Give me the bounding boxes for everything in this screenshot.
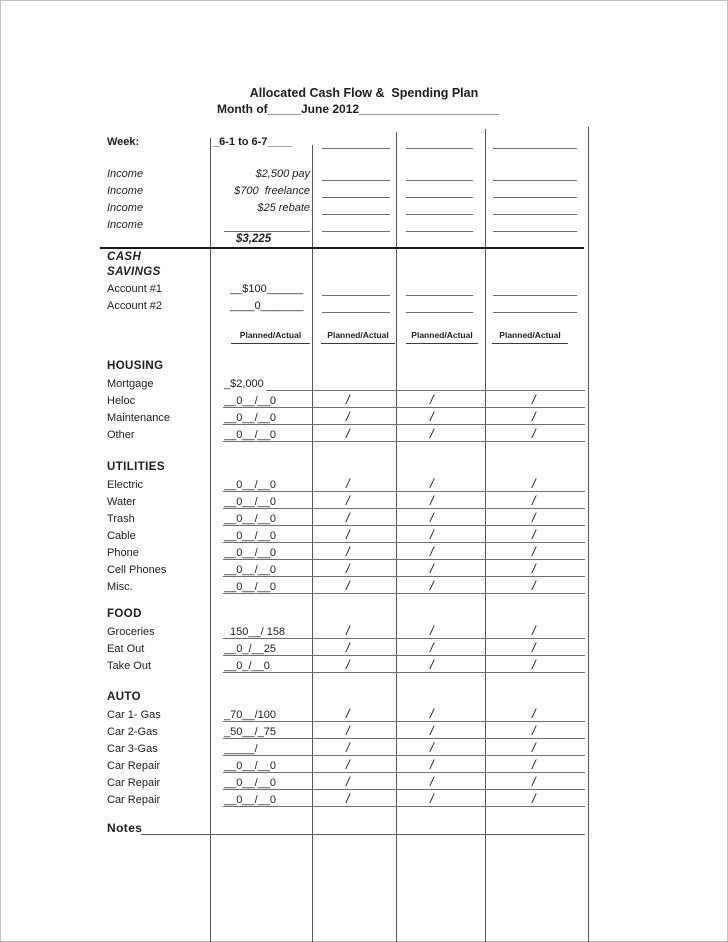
slash-mark: / — [430, 706, 434, 721]
slash-mark: / — [532, 476, 536, 491]
section-title-food: FOOD — [107, 608, 142, 620]
month-line: Month of_____June 2012_____________________ — [217, 102, 500, 116]
fill-in-line — [223, 441, 585, 442]
expense-value: _$2,000 — [224, 378, 264, 390]
expense-value: __0__/__0 — [224, 530, 276, 542]
slash-mark: / — [346, 561, 350, 576]
expense-row — [0, 578, 728, 595]
blank-fill-line — [322, 295, 390, 296]
expense-value: __0__/__0 — [224, 513, 276, 525]
expense-row — [0, 527, 728, 544]
expense-value: __0__/__0 — [224, 412, 276, 424]
expense-label: Misc. — [107, 581, 133, 593]
expense-label: Cell Phones — [107, 564, 167, 576]
income-value: $700 freelance — [234, 185, 310, 197]
fill-in-line — [223, 789, 585, 790]
expense-label: Cable — [107, 530, 136, 542]
column-header-planned-actual: Planned/Actual — [406, 330, 478, 344]
fill-in-line — [266, 390, 585, 391]
expense-value: __0__/__0 — [224, 395, 276, 407]
slash-mark: / — [346, 493, 350, 508]
section-divider-line — [100, 247, 584, 249]
expense-label: Groceries — [107, 626, 155, 638]
blank-fill-line — [493, 312, 577, 313]
account-value: __$100______ — [230, 283, 304, 295]
slash-mark: / — [430, 392, 434, 407]
slash-mark: / — [346, 706, 350, 721]
slash-mark: / — [346, 740, 350, 755]
income-label: Income — [107, 168, 144, 180]
slash-mark: / — [430, 774, 434, 789]
slash-mark: / — [346, 544, 350, 559]
slash-mark: / — [532, 706, 536, 721]
blank-fill-line — [322, 197, 390, 198]
section-title-auto: AUTO — [107, 691, 141, 703]
blank-fill-line — [406, 148, 473, 149]
expense-label: Car Repair — [107, 777, 161, 789]
slash-mark: / — [532, 723, 536, 738]
expense-row — [0, 623, 728, 640]
slash-mark: / — [430, 657, 434, 672]
expense-value: __0__/__0 — [224, 564, 276, 576]
fill-in-line — [223, 424, 585, 425]
blank-fill-line — [406, 231, 473, 232]
fill-in-line — [223, 638, 585, 639]
slash-mark: / — [346, 510, 350, 525]
income-total: $3,225 — [233, 233, 274, 248]
week-label: Week: — [107, 136, 140, 148]
slash-mark: / — [346, 657, 350, 672]
slash-mark: / — [430, 426, 434, 441]
page-title: Allocated Cash Flow & Spending Plan — [249, 86, 479, 100]
expense-row — [0, 640, 728, 657]
slash-mark: / — [346, 527, 350, 542]
notes-fill-line — [141, 834, 585, 835]
expense-value: __0__/__0 — [224, 429, 276, 441]
section-title-cash: CASH — [107, 251, 142, 263]
expense-row — [0, 544, 728, 561]
blank-fill-line — [406, 180, 473, 181]
expense-label: Car Repair — [107, 760, 161, 772]
expense-value: __0__/__0 — [224, 547, 276, 559]
slash-mark: / — [430, 476, 434, 491]
expense-label: Heloc — [107, 395, 136, 407]
expense-value: __0__/__0 — [224, 581, 276, 593]
notes-label: Notes — [107, 821, 143, 835]
slash-mark: / — [532, 544, 536, 559]
fill-in-line — [223, 721, 585, 722]
income-label: Income — [107, 202, 144, 214]
section-title-utilities: UTILITIES — [107, 461, 165, 473]
blank-fill-line — [322, 214, 390, 215]
slash-mark: / — [346, 791, 350, 806]
slash-mark: / — [430, 640, 434, 655]
expense-label: Other — [107, 429, 135, 441]
fill-in-line — [223, 491, 585, 492]
expense-value: __0_/__25 — [224, 643, 276, 655]
slash-mark: / — [532, 657, 536, 672]
fill-in-line — [223, 772, 585, 773]
slash-mark: / — [430, 757, 434, 772]
slash-mark: / — [532, 392, 536, 407]
fill-in-line — [223, 407, 585, 408]
expense-row — [0, 476, 728, 493]
slash-mark: / — [532, 640, 536, 655]
income-value: $25 rebate — [257, 202, 310, 214]
slash-mark: / — [346, 426, 350, 441]
expense-value: _50__/_75 — [224, 726, 276, 738]
slash-mark: / — [346, 476, 350, 491]
expense-value: _____/ — [224, 743, 258, 755]
expense-label: Car Repair — [107, 794, 161, 806]
column-header-planned-actual: Planned/Actual — [231, 330, 310, 344]
expense-row — [0, 392, 728, 409]
blank-fill-line — [493, 197, 577, 198]
slash-mark: / — [430, 493, 434, 508]
account-row — [0, 283, 728, 297]
slash-mark: / — [532, 426, 536, 441]
column-header-planned-actual: Planned/Actual — [492, 330, 568, 344]
column-header-planned-actual: Planned/Actual — [321, 330, 395, 344]
income-label: Income — [107, 185, 144, 197]
blank-fill-line — [406, 197, 473, 198]
blank-fill-line — [406, 214, 473, 215]
slash-mark: / — [346, 392, 350, 407]
blank-fill-line — [493, 148, 577, 149]
slash-mark: / — [346, 578, 350, 593]
slash-mark: / — [532, 623, 536, 638]
slash-mark: / — [430, 510, 434, 525]
fill-in-line — [223, 806, 585, 807]
fill-in-line — [223, 559, 585, 560]
blank-fill-line — [322, 231, 390, 232]
income-row — [0, 202, 728, 216]
expense-label: Mortgage — [107, 378, 154, 390]
expense-row — [0, 774, 728, 791]
slash-mark: / — [346, 757, 350, 772]
account-label: Account #2 — [107, 300, 163, 312]
slash-mark: / — [430, 791, 434, 806]
account-row — [0, 300, 728, 314]
slash-mark: / — [532, 510, 536, 525]
fill-in-line — [223, 738, 585, 739]
expense-row — [0, 657, 728, 674]
expense-value: 150__/ 158 — [230, 626, 286, 638]
expense-label: Phone — [107, 547, 139, 559]
fill-in-line — [223, 576, 585, 577]
slash-mark: / — [430, 723, 434, 738]
slash-mark: / — [532, 493, 536, 508]
fill-in-line — [223, 755, 585, 756]
income-row — [0, 219, 728, 233]
income-value: $2,500 pay — [255, 168, 310, 180]
expense-label: Water — [107, 496, 136, 508]
section-title-housing: HOUSING — [107, 360, 164, 372]
blank-fill-line — [493, 295, 577, 296]
expense-label: Car 3-Gas — [107, 743, 158, 755]
expense-value: __0__/__0 — [224, 479, 276, 491]
expense-row — [0, 740, 728, 757]
slash-mark: / — [430, 623, 434, 638]
fill-in-line — [223, 593, 585, 594]
fill-in-line — [223, 508, 585, 509]
slash-mark: / — [532, 774, 536, 789]
slash-mark: / — [430, 578, 434, 593]
expense-row — [0, 510, 728, 527]
expense-row — [0, 493, 728, 510]
account-label: Account #1 — [107, 283, 163, 295]
expense-value: __0__/__0 — [224, 777, 276, 789]
expense-row — [0, 561, 728, 578]
slash-mark: / — [430, 561, 434, 576]
blank-fill-line — [322, 180, 390, 181]
slash-mark: / — [532, 791, 536, 806]
week-value: _6-1 to 6-7____ — [213, 136, 292, 148]
expense-value: __0_/__0 — [224, 660, 270, 672]
blank-fill-line — [493, 180, 577, 181]
slash-mark: / — [346, 409, 350, 424]
slash-mark: / — [346, 623, 350, 638]
expense-label: Eat Out — [107, 643, 145, 655]
slash-mark: / — [430, 409, 434, 424]
expense-label: Car 2-Gas — [107, 726, 158, 738]
blank-fill-line — [493, 214, 577, 215]
expense-row — [0, 791, 728, 808]
income-total-row — [0, 233, 728, 247]
blank-fill-line — [322, 312, 390, 313]
expense-row — [0, 757, 728, 774]
blank-fill-line — [322, 148, 390, 149]
slash-mark: / — [430, 527, 434, 542]
fill-in-line — [223, 672, 585, 673]
expense-value: __0__/__0 — [224, 760, 276, 772]
slash-mark: / — [346, 723, 350, 738]
account-value: ____0_______ — [230, 300, 304, 312]
expense-label: Electric — [107, 479, 144, 491]
expense-label: Car 1- Gas — [107, 709, 161, 721]
expense-row — [0, 706, 728, 723]
slash-mark: / — [346, 640, 350, 655]
slash-mark: / — [346, 774, 350, 789]
expense-row — [0, 378, 728, 392]
income-row — [0, 168, 728, 182]
week-row — [0, 136, 728, 150]
slash-mark: / — [532, 561, 536, 576]
expense-label: Trash — [107, 513, 135, 525]
income-row — [0, 185, 728, 199]
expense-value: _70__/100 — [224, 709, 276, 721]
expense-label: Maintenance — [107, 412, 170, 424]
slash-mark: / — [532, 757, 536, 772]
slash-mark: / — [532, 578, 536, 593]
expense-row — [0, 426, 728, 443]
expense-row — [0, 409, 728, 426]
expense-value: __0__/__0 — [224, 496, 276, 508]
blank-fill-line — [406, 295, 473, 296]
section-title-savings: SAVINGS — [107, 266, 161, 278]
blank-fill-line — [406, 312, 473, 313]
expense-label: Take Out — [107, 660, 152, 672]
slash-mark: / — [430, 740, 434, 755]
slash-mark: / — [532, 409, 536, 424]
expense-value: __0__/__0 — [224, 794, 276, 806]
blank-fill-line — [224, 231, 310, 232]
fill-in-line — [223, 655, 585, 656]
fill-in-line — [223, 542, 585, 543]
blank-fill-line — [493, 231, 577, 232]
slash-mark: / — [532, 527, 536, 542]
expense-row — [0, 723, 728, 740]
slash-mark: / — [532, 740, 536, 755]
fill-in-line — [223, 525, 585, 526]
income-label: Income — [107, 219, 144, 231]
slash-mark: / — [430, 544, 434, 559]
